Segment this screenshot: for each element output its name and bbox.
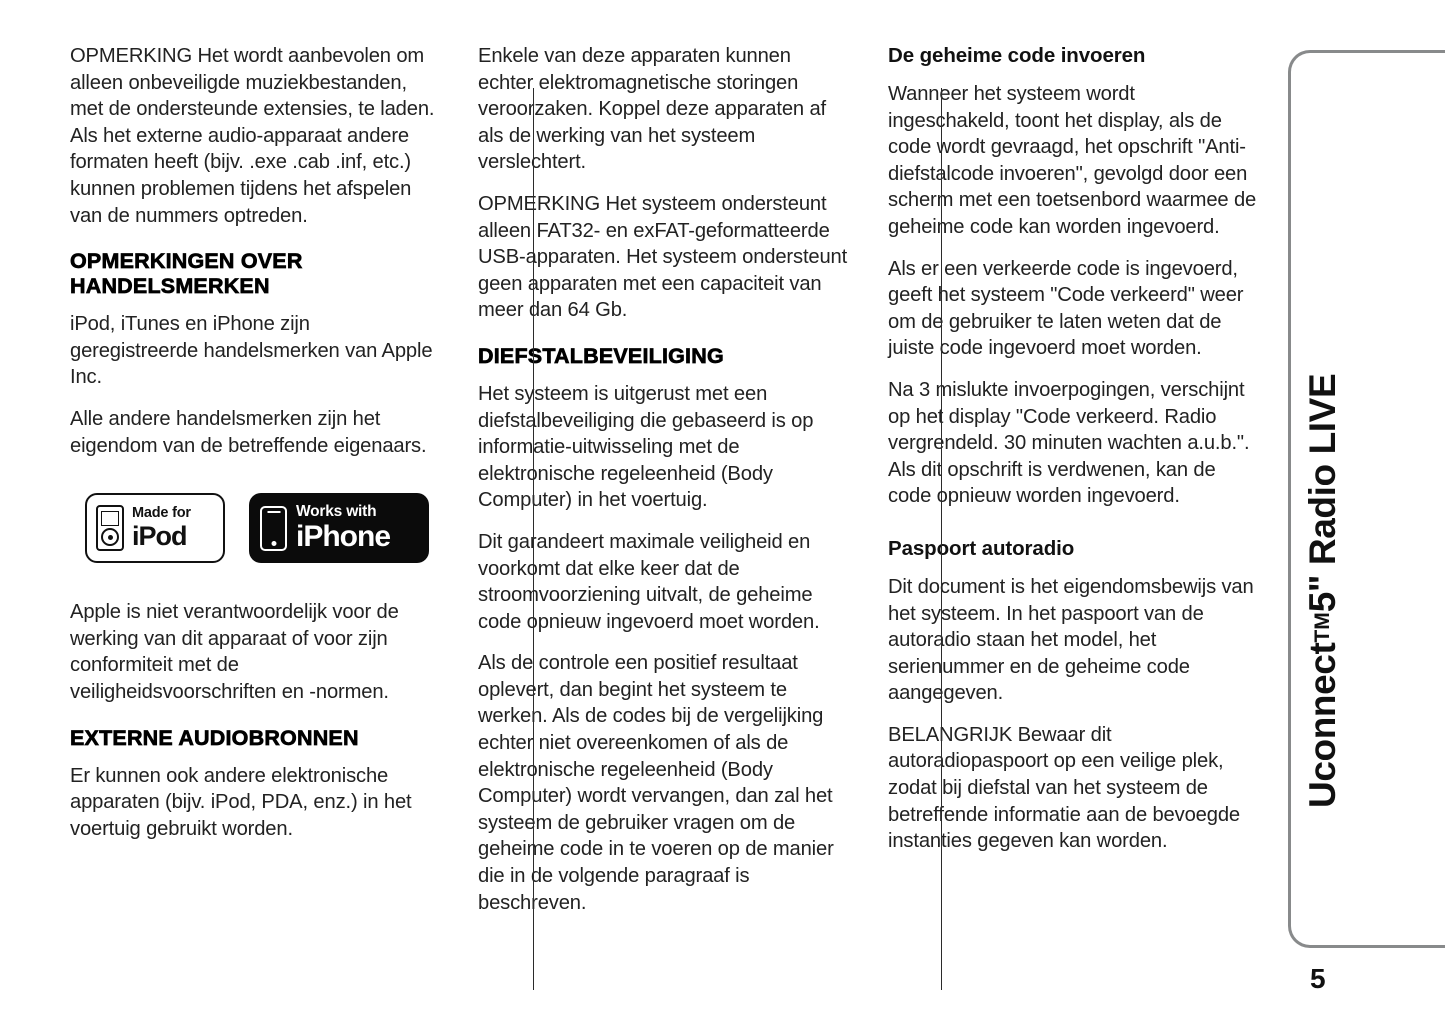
paragraph: Dit document is het eigendomsbewijs van het systeem. In het paspoort van de autoradio staan het model, het serienummer en de geheime code aangegeven. [888,575,1254,705]
trademark-symbol: TM [1311,612,1334,643]
paragraph: Er kunnen ook andere elektronische apparaten (bijv. iPod, PDA, enz.) in het voertuig gebruikt worden. [70,764,412,840]
paragraph: Dit garandeert maximale veiligheid en voorkomt dat elke keer dat de stroomvoorziening uitvalt, de geheime code opnieuw ingevoerd moet worden. [478,530,820,633]
side-tab-label-prefix: Uconnect [1302,642,1343,808]
iphone-badge-big-text: iPhone [296,519,391,553]
paragraph: Enkele van deze apparaten kunnen echter elektromagnetische storingen veroorzaken. Koppel deze apparaten af als de werking van het systeem verslechtert. [478,45,826,174]
paragraph: Als de controle een positief resultaat oplevert, dan begint het systeem te werken. Als de codes bij de vergelijking echter niet overeenkomen of als de elektronische regeleenheid (Body Computer) wordt vervangen, dan zal het systeem de gebruiker vragen om de geheime code in te voeren op de manier die in de volgende paragraaf is beschreven. [478,652,834,914]
works-with-iphone-badge [249,493,429,563]
section-heading-diefstalbeveiliging: DIEFSTALBEVEILIGING [478,343,724,368]
iphone-device-icon [260,506,287,551]
paragraph: Apple is niet verantwoordelijk voor de werking van dit apparaat of voor zijn conformiteit met de veiligheidsvoorschriften en -normen. [70,601,399,703]
paragraph: Als er een verkeerde code is ingevoerd, geeft het systeem "Code verkeerd" weer om de gebruiker te laten weten dat de juiste code ingevoerd moet worden. [888,257,1244,360]
column-divider-2 [941,88,942,990]
page-number: 5 [1310,963,1326,994]
iphone-badge-small-text: Works with [296,503,377,521]
paragraph: OPMERKING Het wordt aanbevolen om alleen onbeveiligde muziekbestanden, met de ondersteunde extensies, te laden. Als het externe audio-apparaat andere formaten heeft (bijv. .exe .cab .inf, etc.) kunnen problemen tijdens het afspelen van de nummers optreden. [70,45,435,227]
ipod-screen-icon [101,511,119,526]
paragraph: Alle andere handelsmerken zijn het eigendom van de betreffende eigenaars. [70,407,427,457]
side-tab-label-suffix: 5" Radio LIVE [1302,373,1343,613]
text-columns [70,43,1270,948]
ipod-badge-text [132,506,191,550]
column-divider-1 [533,88,534,990]
paragraph: Het systeem is uitgerust met een diefstalbeveiliging die gebaseerd is op informatie-uitwisseling met de elektronische regeleenheid (Body Computer) in het voertuig. [478,382,814,512]
sub-heading-de-geheime-code-invoeren: De geheime code invoeren [888,44,1146,67]
ipod-clickwheel-icon [101,528,119,546]
paragraph: OPMERKING Het systeem ondersteunt alleen FAT32- en exFAT-geformatteerde USB-apparaten. Het systeem ondersteunt geen apparaten met een capaciteit van meer dan 64 Gb. [478,192,848,322]
column-1 [70,43,442,948]
sub-heading-paspoort-autoradio: Paspoort autoradio [888,536,1075,560]
apple-certification-logos [70,493,442,563]
paragraph: Wanneer het systeem wordt ingeschakeld, toont het display, als de code wordt gevraagd, het opschrift "Anti-diefstalcode invoeren", gevolgd door een scherm met een toetsenbord waarmee de geheime code kan worden ingevoerd. [888,83,1257,238]
ipod-badge-big-text: iPod [132,520,187,551]
column-3 [888,43,1260,948]
paragraph: Na 3 mislukte invoerpogingen, verschijnt op het display "Code verkeerd. Radio vergrendeld. 30 minuten wachten a.u.b.". Als dit opschrift is verdwenen, kan de code opnieuw worden ingevoerd. [888,378,1250,508]
ipod-badge-small-text: Made for [132,505,191,522]
section-heading-opmerkingen-over-handelsmerken: OPMERKINGEN OVER HANDELSMERKEN [70,249,303,299]
iphone-badge-text [296,504,390,552]
made-for-ipod-badge [85,493,225,563]
paragraph: BELANGRIJK Bewaar dit autoradiopaspoort op een veilige plek, zodat bij diefstal van het systeem de betreffende informatie aan de bevoegde instanties gegeven kan worden. [888,723,1240,853]
section-heading-externe-audiobronnen: EXTERNE AUDIOBRONNEN [70,725,359,750]
chapter-side-tab-label [1295,50,1351,948]
ipod-device-icon [96,505,124,551]
paragraph: iPod, iTunes en iPhone zijn geregistreerde handelsmerken van Apple Inc. [70,313,433,389]
